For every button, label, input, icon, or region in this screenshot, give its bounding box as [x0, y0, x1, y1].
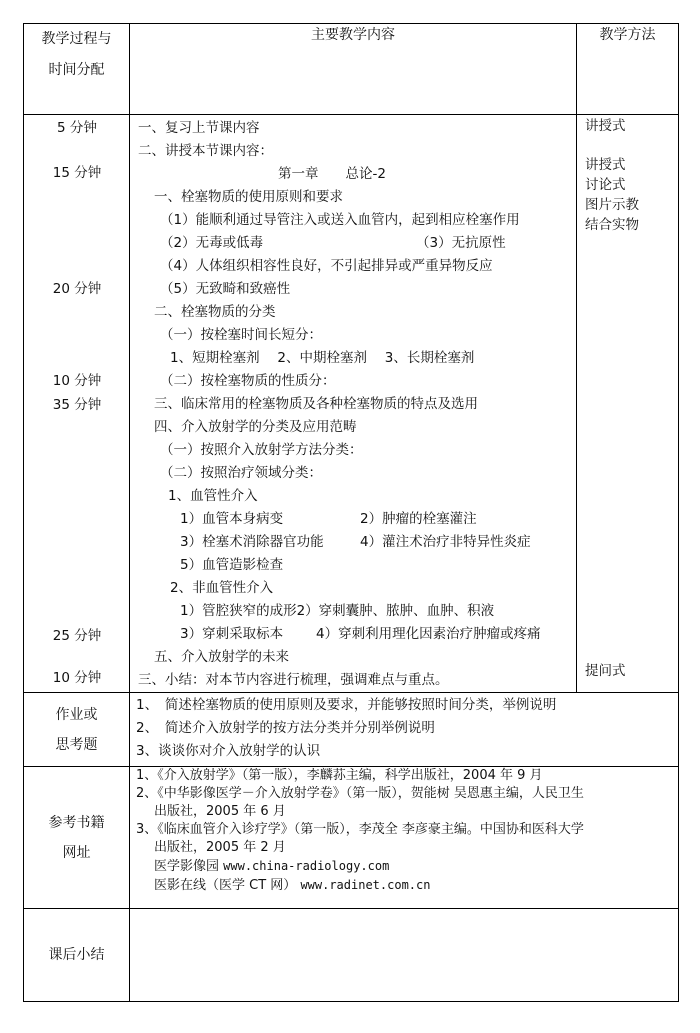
method-label: 提问式	[585, 663, 626, 679]
homework-item: 3、谈谈你对介入放射学的认识	[136, 743, 321, 759]
content-item: 2）穿刺囊肿、脓肿、血肿、积液	[296, 603, 495, 619]
references-label-cell	[24, 767, 130, 909]
content-line: 二、讲授本节课内容：	[138, 143, 273, 159]
references-content-cell	[130, 767, 679, 909]
content-line: 1、短期栓塞剂 2、中期栓塞剂 3、长期栓塞剂	[170, 350, 475, 366]
content-line: 三、临床常用的栓塞物质及各种栓塞物质的特点及选用	[154, 396, 478, 412]
header-main-content: 主要教学内容	[130, 24, 577, 115]
lesson-plan-table	[23, 23, 679, 1002]
content-line: 三、小结：对本节内容进行梳理，强调难点与重点。	[138, 672, 449, 688]
content-line	[138, 531, 576, 554]
summary-content-cell[interactable]	[130, 909, 679, 1002]
content-line: 一、复习上节课内容	[138, 120, 260, 136]
content-line: （二）按照治疗领域分类：	[160, 465, 322, 481]
homework-label-line1: 作业或	[55, 706, 98, 723]
content-line	[138, 600, 576, 623]
content-line: （4）人体组织相容性良好，不引起排异或严重异物反应	[160, 258, 493, 274]
content-line: （二）按栓塞物质的性质分：	[160, 373, 336, 389]
method-label: 讨论式	[585, 177, 626, 193]
website-name: 医影在线（医学 CT 网）	[154, 878, 297, 893]
method-label: 结合实物	[585, 217, 639, 233]
content-item: 1）管腔狭窄的成形	[180, 603, 297, 619]
content-item: （3）无抗原性	[416, 235, 506, 251]
content-item: 2）肿瘤的栓塞灌注	[360, 511, 477, 527]
header-process-time	[24, 24, 130, 115]
homework-row	[24, 693, 679, 767]
homework-content-cell	[130, 693, 679, 767]
teaching-method-cell	[577, 115, 679, 693]
content-item: 1）血管本身病变	[180, 511, 284, 527]
content-item: （2）无毒或低毒	[160, 235, 264, 251]
reference-item: 1、《介入放射学》（第一版），李麟荪主编，科学出版社，2004 年 9 月	[136, 768, 543, 783]
website-entry	[136, 857, 678, 876]
homework-list	[130, 693, 678, 763]
homework-item: 1、 简述栓塞物质的使用原则及要求，并能够按照时间分类，举例说明	[136, 697, 557, 713]
main-content-row	[24, 115, 679, 693]
content-line: （1）能顺利通过导管注入或送入血管内，起到相应栓塞作用	[160, 212, 520, 228]
method-label: 讲授式	[585, 118, 626, 134]
content-item: 3）穿刺采取标本	[180, 626, 284, 642]
content-item: 4）穿刺利用理化因素治疗肿瘤或疼痛	[316, 626, 541, 642]
chapter-title: 第一章 总论-2	[278, 166, 386, 182]
references-list	[130, 767, 678, 895]
time-label: 25 分钟	[52, 628, 102, 644]
teaching-content	[130, 115, 576, 692]
time-label: 10 分钟	[52, 670, 102, 686]
content-line	[138, 508, 576, 531]
website-name: 医学影像园	[154, 859, 220, 874]
summary-row	[24, 909, 679, 1002]
references-label-line2: 网址	[62, 844, 91, 861]
header-col1-line2: 时间分配	[48, 62, 105, 78]
time-label: 20 分钟	[52, 281, 102, 297]
content-line: 四、介入放射学的分类及应用范畴	[154, 419, 357, 435]
header-col1-line1: 教学过程与	[41, 31, 112, 47]
header-row	[24, 24, 679, 115]
content-line: （一）按照介入放射学方法分类：	[160, 442, 363, 458]
teaching-content-cell	[130, 115, 577, 693]
header-method: 教学方法	[577, 24, 679, 115]
reference-item: 2、《中华影像医学－介入放射学卷》（第一版），贺能树 吴恩惠主编，人民卫生	[136, 786, 584, 801]
time-label: 15 分钟	[52, 165, 102, 181]
content-line	[138, 623, 576, 646]
content-item: 4）灌注术治疗非特异性炎症	[360, 534, 531, 550]
content-line: 一、栓塞物质的使用原则和要求	[154, 189, 343, 205]
homework-label-line2: 思考题	[55, 736, 98, 753]
website-url[interactable]: www.radinet.com.cn	[300, 878, 431, 892]
content-line: 5）血管造影检查	[180, 557, 284, 573]
time-label: 10 分钟	[52, 373, 102, 389]
content-line: 1、血管性介入	[168, 488, 258, 504]
summary-label-cell: 课后小结	[24, 909, 130, 1002]
reference-item-continued: 出版社，2005 年 6 月	[154, 804, 286, 819]
time-label: 5 分钟	[57, 120, 97, 136]
content-line: 五、介入放射学的未来	[154, 649, 289, 665]
homework-label-cell	[24, 693, 130, 767]
content-line: 2、非血管性介入	[170, 580, 274, 596]
website-url[interactable]: www.china-radiology.com	[223, 859, 390, 873]
references-row	[24, 767, 679, 909]
content-line	[138, 232, 576, 255]
time-label: 35 分钟	[52, 397, 102, 413]
method-label: 讲授式	[585, 157, 626, 173]
content-line: （5）无致畸和致癌性	[160, 281, 291, 297]
time-allocation-cell	[24, 115, 130, 693]
method-label: 图片示教	[585, 197, 639, 213]
references-label-line1: 参考书籍	[48, 814, 105, 831]
content-line: 二、栓塞物质的分类	[154, 304, 276, 320]
content-line: （一）按栓塞时间长短分：	[160, 327, 322, 343]
website-entry	[136, 876, 678, 895]
homework-item: 2、 简述介入放射学的按方法分类并分别举例说明	[136, 720, 435, 736]
content-item: 3）栓塞术消除器官功能	[180, 534, 324, 550]
reference-item: 3、《临床血管介入诊疗学》（第一版），李茂全 李彦豪主编。中国协和医科大学	[136, 822, 584, 837]
reference-item-continued: 出版社，2005 年 2 月	[154, 840, 286, 855]
